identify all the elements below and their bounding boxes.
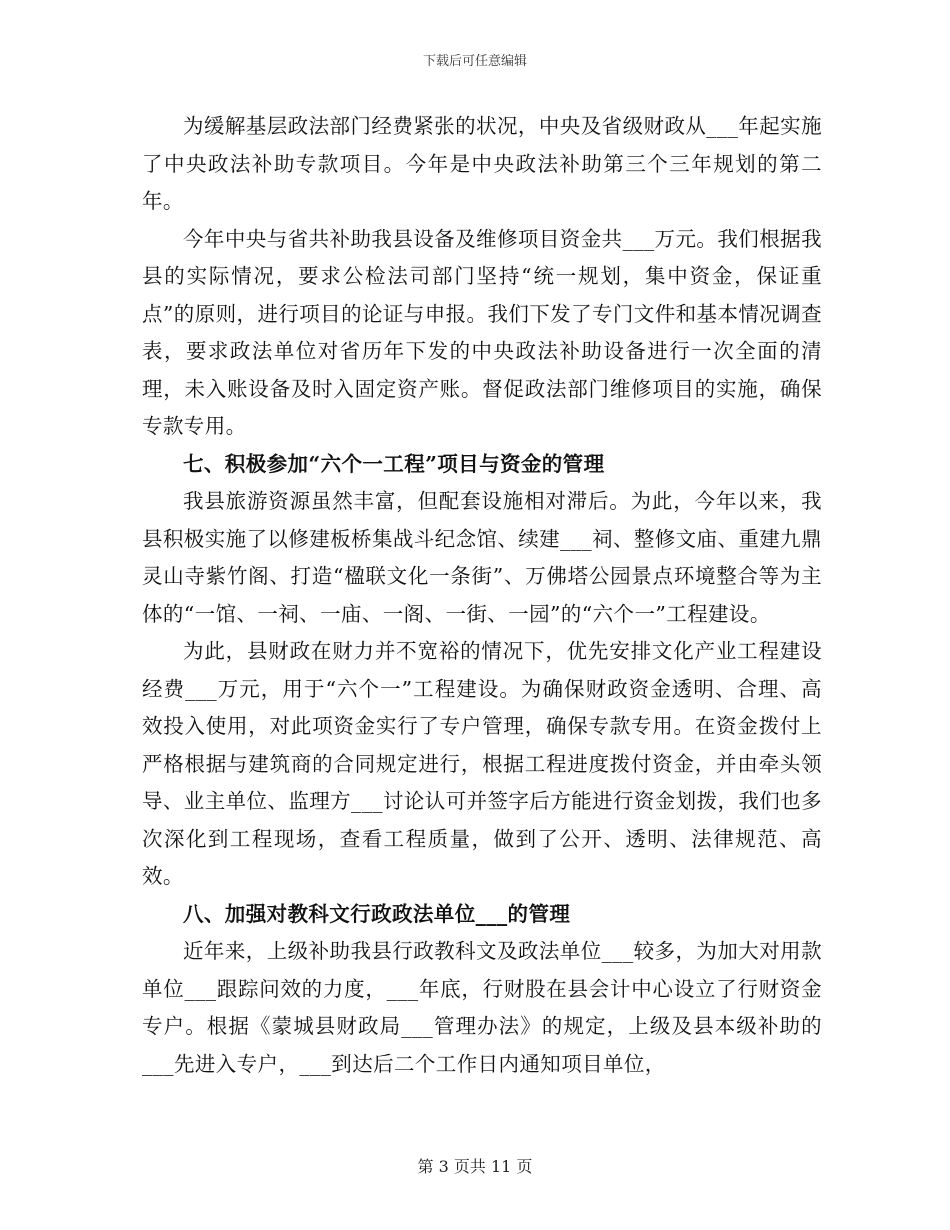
paragraph-1: 为缓解基层政法部门经费紧张的状况，中央及省级财政从___年起实施了中央政法补助专款项目。今年是中央政法补助第三个三年规划的第二年。 — [142, 114, 822, 213]
paragraph-4: 为此，县财政在财力并不宽裕的情况下，优先安排文化产业工程建设经费___万元，用于“六个一”工程建设。为确保财政资金透明、合理、高效投入使用，对此项资金实行了专户管理，确保专款专用。在资金拨付上严格根据与建筑商的合同规定进行，根据工程进度拨付资金，并由牵头领导、业主单位、监理方___讨论认可并签字后方能进行资金划拨，我们也多次深化到工程现场，查看工程质量，做到了公开、透明、法律规范、高效。 — [142, 639, 822, 888]
paragraph-2: 今年中央与省共补助我县设备及维修项目资金共___万元。我们根据我县的实际情况，要求公检法司部门坚持“统一规划，集中资金，保证重点”的原则，进行项目的论证与申报。我们下发了专门文件和基本情况调查表，要求政法单位对省历年下发的中央政法补助设备进行一次全面的清理，未入账设备及时入固定资产账。督促政法部门维修项目的实施，确保专款专用。 — [142, 226, 822, 438]
section-heading-7: 七、积极参加“六个一工程”项目与资金的管理 — [183, 451, 605, 476]
paragraph-3: 我县旅游资源虽然丰富，但配套设施相对滞后。为此，今年以来，我县积极实施了以修建板桥集战斗纪念馆、续建___祠、整修文庙、重建九鼎灵山寺紫竹阁、打造“楹联文化一条街”、万佛塔公园景点环境整合等为主体的“一馆、一祠、一庙、一阁、一街、一园”的“六个一”工程建设。 — [142, 489, 822, 626]
paragraph-5: 近年来，上级补助我县行政教科文及政法单位___较多，为加大对用款单位___跟踪问效的力度，___年底，行财股在县会计中心设立了行财资金专户。根据《蒙城县财政局___管理办法》的规定，上级及县本级补助的___先进入专户，___到达后二个工作日内通知项目单位， — [142, 939, 822, 1076]
page-header-note: 下载后可任意编辑 — [422, 54, 527, 69]
page-number: 第 3 页共 11 页 — [417, 1157, 533, 1176]
section-heading-8: 八、加强对教科文行政政法单位___的管理 — [183, 901, 571, 926]
document-body — [142, 108, 822, 1083]
